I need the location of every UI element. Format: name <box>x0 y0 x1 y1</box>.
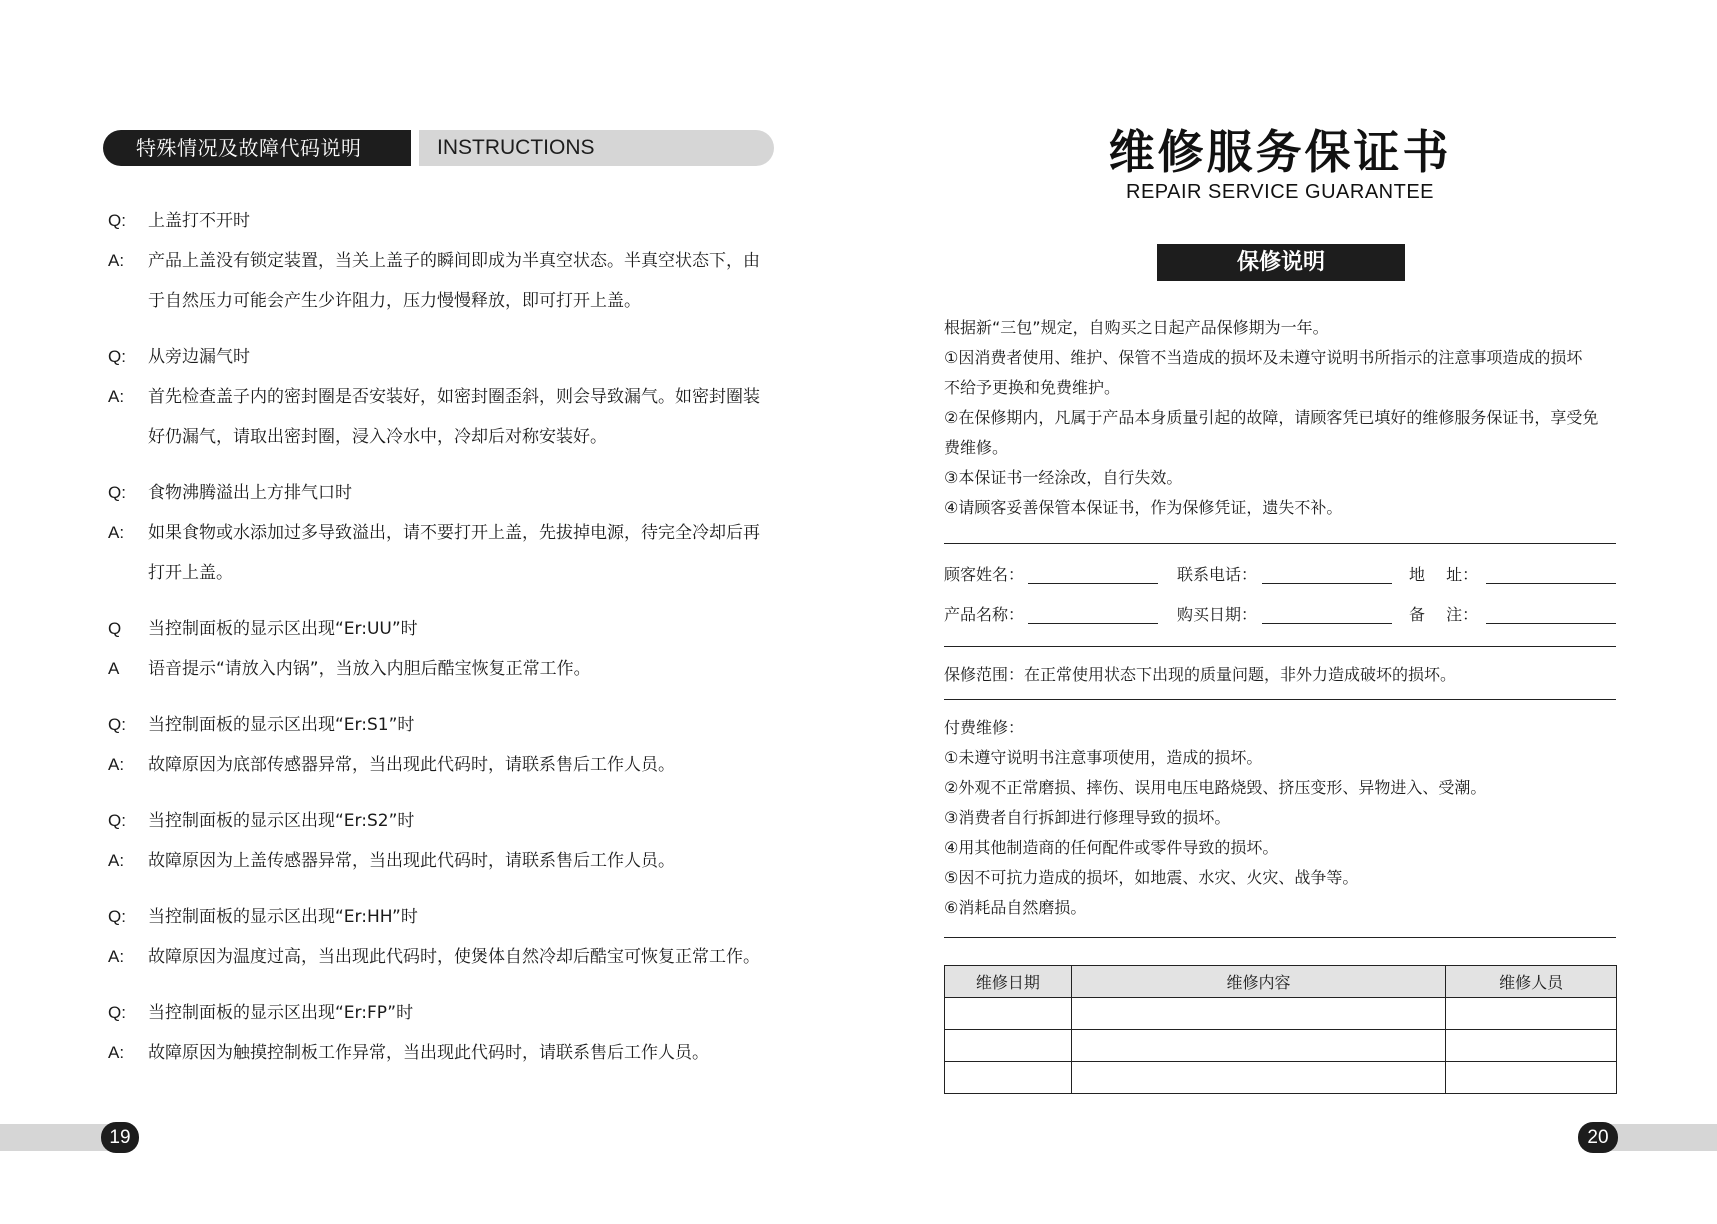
table-row <box>945 1062 1617 1094</box>
purchase-date-field[interactable] <box>1262 623 1392 624</box>
page-footer-bar-right <box>1606 1124 1717 1151</box>
warranty-scope: 保修范围：在正常使用状态下出现的质量问题，非外力造成破坏的损坏。 <box>944 665 1457 684</box>
table-cell[interactable] <box>1071 1030 1445 1062</box>
paid-repair-line: ②外观不正常磨损、摔伤、误用电压电路烧毁、挤压变形、异物进入、受潮。 <box>944 778 1487 797</box>
repair-record-table <box>944 965 1617 1094</box>
qa-item-6 <box>108 801 788 881</box>
q-label: Q: <box>108 907 126 926</box>
answer-text-cont: 打开上盖。 <box>148 563 233 583</box>
qa-item-2 <box>108 337 788 457</box>
a-label: A: <box>108 1043 125 1062</box>
table-row <box>945 998 1617 1030</box>
divider <box>944 646 1616 647</box>
qa-item-4 <box>108 609 788 689</box>
question-text: 上盖打不开时 <box>148 211 250 231</box>
answer-text: 故障原因为上盖传感器异常，当出现此代码时，请联系售后工作人员。 <box>148 851 675 871</box>
q-label: Q: <box>108 211 126 230</box>
divider <box>944 937 1616 938</box>
paid-repair-title: 付费维修： <box>944 718 1025 737</box>
table-row <box>945 1030 1617 1062</box>
a-label: A: <box>108 251 125 270</box>
intro-line: ①因消费者使用、维护、保管不当造成的损坏及未遵守说明书所指示的注意事项造成的损坏 <box>944 348 1583 367</box>
column-header-date: 维修日期 <box>945 966 1072 998</box>
question-text: 当控制面板的显示区出现“Er:S1”时 <box>148 715 415 735</box>
q-label: Q: <box>108 1003 126 1022</box>
section-header-title: 特殊情况及故障代码说明 <box>103 130 411 166</box>
a-label: A: <box>108 523 125 542</box>
table-cell[interactable] <box>1071 998 1445 1030</box>
page-title: 维修服务保证书 <box>1108 125 1452 179</box>
a-label: A <box>108 659 120 678</box>
customer-name-label: 顾客姓名： <box>944 565 1025 584</box>
qa-item-1 <box>108 201 788 321</box>
question-text: 当控制面板的显示区出现“Er:S2”时 <box>148 811 415 831</box>
paid-repair-line: ⑤因不可抗力造成的损坏，如地震、水灾、火灾、战争等。 <box>944 868 1359 887</box>
intro-line: 根据新“三包”规定，自购买之日起产品保修期为一年。 <box>944 318 1329 337</box>
q-label: Q: <box>108 811 126 830</box>
question-text: 当控制面板的显示区出现“Er:FP”时 <box>148 1003 414 1023</box>
table-cell[interactable] <box>1446 1030 1617 1062</box>
answer-text-cont: 于自然压力可能会产生少许阻力，压力慢慢释放，即可打开上盖。 <box>148 291 641 311</box>
answer-text: 故障原因为底部传感器异常，当出现此代码时，请联系售后工作人员。 <box>148 755 675 775</box>
table-cell[interactable] <box>1446 1062 1617 1094</box>
product-name-label: 产品名称： <box>944 605 1025 624</box>
remarks-label: 备 注： <box>1409 605 1479 624</box>
paid-repair-line: ③消费者自行拆卸进行修理导致的损坏。 <box>944 808 1231 827</box>
a-label: A: <box>108 851 125 870</box>
paid-repair-line: ①未遵守说明书注意事项使用，造成的损坏。 <box>944 748 1263 767</box>
purchase-date-label: 购买日期： <box>1177 605 1258 624</box>
question-text: 从旁边漏气时 <box>148 347 250 367</box>
answer-text: 故障原因为温度过高，当出现此代码时，使煲体自然冷却后酷宝可恢复正常工作。 <box>148 947 760 967</box>
paid-repair-line: ⑥消耗品自然磨损。 <box>944 898 1087 917</box>
page-number-right: 20 <box>1578 1122 1618 1153</box>
page-number-left: 19 <box>101 1122 139 1153</box>
answer-text: 产品上盖没有锁定装置，当关上盖子的瞬间即成为半真空状态。半真空状态下，由 <box>148 251 760 271</box>
question-text: 当控制面板的显示区出现“Er:UU”时 <box>148 619 418 639</box>
intro-line: 费维修。 <box>944 438 1009 457</box>
qa-item-7 <box>108 897 788 977</box>
column-header-content: 维修内容 <box>1071 966 1445 998</box>
table-cell[interactable] <box>945 1030 1072 1062</box>
q-label: Q <box>108 619 122 638</box>
a-label: A: <box>108 755 125 774</box>
answer-text: 如果食物或水添加过多导致溢出，请不要打开上盖，先拔掉电源，待完全冷却后再 <box>148 523 760 543</box>
qa-item-3 <box>108 473 788 593</box>
answer-text: 故障原因为触摸控制板工作异常，当出现此代码时，请联系售后工作人员。 <box>148 1043 709 1063</box>
table-header-row <box>945 966 1617 998</box>
intro-line: ④请顾客妥善保管本保证书，作为保修凭证，遗失不补。 <box>944 498 1343 517</box>
phone-field[interactable] <box>1262 583 1392 584</box>
q-label: Q: <box>108 347 126 366</box>
q-label: Q: <box>108 483 126 502</box>
product-name-field[interactable] <box>1028 623 1158 624</box>
intro-line: ③本保证书一经涂改，自行失效。 <box>944 468 1183 487</box>
divider <box>944 699 1616 700</box>
qa-item-5 <box>108 705 788 785</box>
page-subtitle: REPAIR SERVICE GUARANTEE <box>1126 181 1434 203</box>
question-text: 食物沸腾溢出上方排气口时 <box>148 483 352 503</box>
q-label: Q: <box>108 715 126 734</box>
intro-line: ②在保修期内，凡属于产品本身质量引起的故障，请顾客凭已填好的维修服务保证书，享受免 <box>944 408 1599 427</box>
paid-repair-line: ④用其他制造商的任何配件或零件导致的损坏。 <box>944 838 1279 857</box>
paid-repair-section <box>944 713 1624 923</box>
intro-line: 不给予更换和免费维护。 <box>944 378 1121 397</box>
table-cell[interactable] <box>945 998 1072 1030</box>
divider <box>944 543 1616 544</box>
customer-name-field[interactable] <box>1028 583 1158 584</box>
warranty-intro <box>944 313 1624 523</box>
section-header-subtitle: INSTRUCTIONS <box>419 130 774 166</box>
a-label: A: <box>108 947 125 966</box>
section-badge: 保修说明 <box>1157 244 1405 281</box>
answer-text: 语音提示“请放入内锅”，当放入内胆后酷宝恢复正常工作。 <box>148 659 591 679</box>
question-text: 当控制面板的显示区出现“Er:HH”时 <box>148 907 418 927</box>
a-label: A: <box>108 387 125 406</box>
phone-label: 联系电话： <box>1177 565 1258 584</box>
column-header-staff: 维修人员 <box>1446 966 1617 998</box>
answer-text-cont: 好仍漏气，请取出密封圈，浸入冷水中，冷却后对称安装好。 <box>148 427 607 447</box>
address-label: 地 址： <box>1409 565 1479 584</box>
page-footer-bar-left <box>0 1124 112 1151</box>
remarks-field[interactable] <box>1486 623 1616 624</box>
qa-item-8 <box>108 993 788 1073</box>
table-cell[interactable] <box>1446 998 1617 1030</box>
answer-text: 首先检查盖子内的密封圈是否安装好，如密封圈歪斜，则会导致漏气。如密封圈装 <box>148 387 760 407</box>
table-cell[interactable] <box>945 1062 1072 1094</box>
address-field[interactable] <box>1486 583 1616 584</box>
table-cell[interactable] <box>1071 1062 1445 1094</box>
